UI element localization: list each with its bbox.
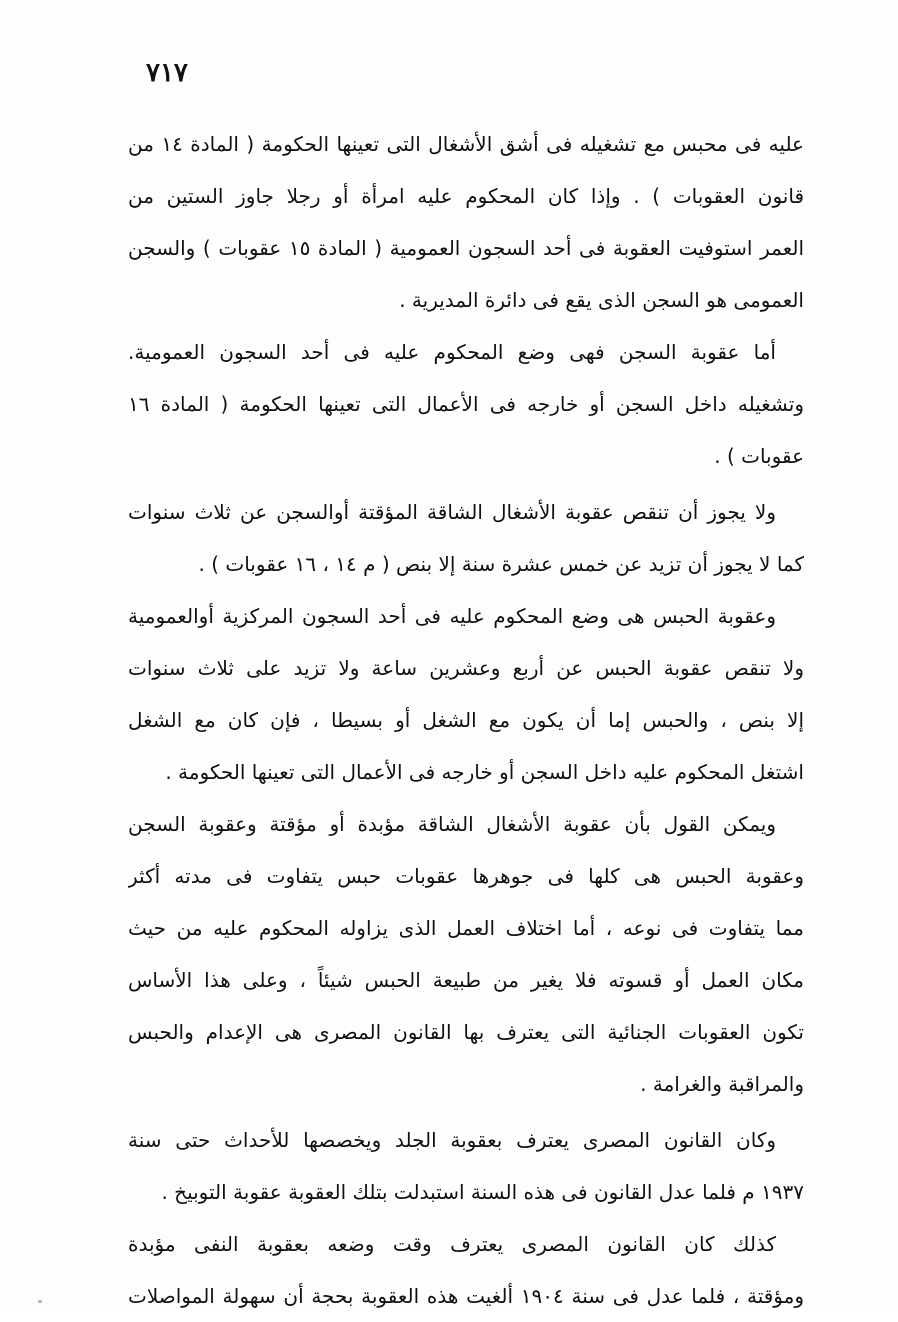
paragraph-7	[128, 1218, 804, 1322]
text-line: قانون العقوبات ) . وإذا كان المحكوم عليه امرأة أو رجلا جاوز الستين من	[128, 184, 804, 208]
text-line: مكان العمل أو قسوته فلا يغير من طبيعة الحبس شيئاً ، وعلى هذا الأساس	[128, 968, 804, 992]
text-line: اشتغل المحكوم عليه داخل السجن أو خارجه فى الأعمال التى تعينها الحكومة .	[165, 760, 804, 784]
paragraph-6	[128, 1114, 804, 1218]
text-line: وكان القانون المصرى يعترف بعقوبة الجلد ويخصصها للأحداث حتى سنة	[128, 1128, 776, 1152]
text-line: ومؤقتة ، فلما عدل فى سنة ١٩٠٤ ألغيت هذه العقوبة بحجة أن سهولة المواصلات	[128, 1284, 804, 1308]
text-line: ١٩٣٧ م فلما عدل القانون فى هذه السنة استبدلت بتلك العقوبة عقوبة التوبيخ .	[161, 1180, 804, 1204]
text-line: ويمكن القول بأن عقوبة الأشغال الشاقة مؤبدة أو مؤقتة وعقوبة السجن	[128, 812, 776, 836]
text-line: العمومى هو السجن الذى يقع فى دائرة المديرية .	[399, 288, 804, 312]
page-number: ٧١٧	[146, 58, 188, 88]
text-line: أما عقوبة السجن فهى وضع المحكوم عليه فى أحد السجون العمومية.	[128, 340, 776, 364]
text-line: وعقوبة الحبس هى كلها فى جوهرها عقوبات حبس يتفاوت فى مدته أكثر	[128, 864, 804, 888]
body-text	[128, 118, 804, 1322]
text-line: عقوبات ) .	[714, 444, 804, 468]
paragraph-4	[128, 590, 804, 798]
text-line: إلا بنص ، والحبس إما أن يكون مع الشغل أو بسيطا ، فإن كان مع الشغل	[128, 708, 804, 732]
paragraph-5	[128, 798, 804, 1110]
text-line: ولا يجوز أن تنقص عقوبة الأشغال الشاقة المؤقتة أوالسجن عن ثلاث سنوات	[128, 500, 776, 524]
text-line: كذلك كان القانون المصرى يعترف وقت وضعه بعقوبة النفى مؤبدة	[128, 1232, 776, 1256]
paragraph-1	[128, 118, 804, 326]
text-line: كما لا يجوز أن تزيد عن خمس عشرة سنة إلا بنص ( م ١٤ ، ١٦ عقوبات ) .	[198, 552, 804, 576]
text-line: وعقوبة الحبس هى وضع المحكوم عليه فى أحد السجون المركزية أوالعمومية	[128, 604, 776, 628]
page-edge-mark	[38, 1300, 42, 1303]
text-line: وتشغيله داخل السجن أو خارجه فى الأعمال التى تعينها الحكومة ( المادة ١٦	[128, 392, 804, 416]
paragraph-2	[128, 326, 804, 482]
text-line: والمراقبة والغرامة .	[640, 1072, 804, 1096]
text-line: مما يتفاوت فى نوعه ، أما اختلاف العمل الذى يزاوله المحكوم عليه من حيث	[128, 916, 804, 940]
text-line: عليه فى محبس مع تشغيله فى أشق الأشغال التى تعينها الحكومة ( المادة ١٤ من	[128, 132, 804, 156]
text-line: ولا تنقص عقوبة الحبس عن أربع وعشرين ساعة ولا تزيد على ثلاث سنوات	[128, 656, 804, 680]
text-line: العمر استوفيت العقوبة فى أحد السجون العمومية ( المادة ١٥ عقوبات ) والسجن	[128, 236, 804, 260]
paragraph-3	[128, 486, 804, 590]
text-line: تكون العقوبات الجنائية التى يعترف بها القانون المصرى هى الإعدام والحبس	[128, 1020, 804, 1044]
